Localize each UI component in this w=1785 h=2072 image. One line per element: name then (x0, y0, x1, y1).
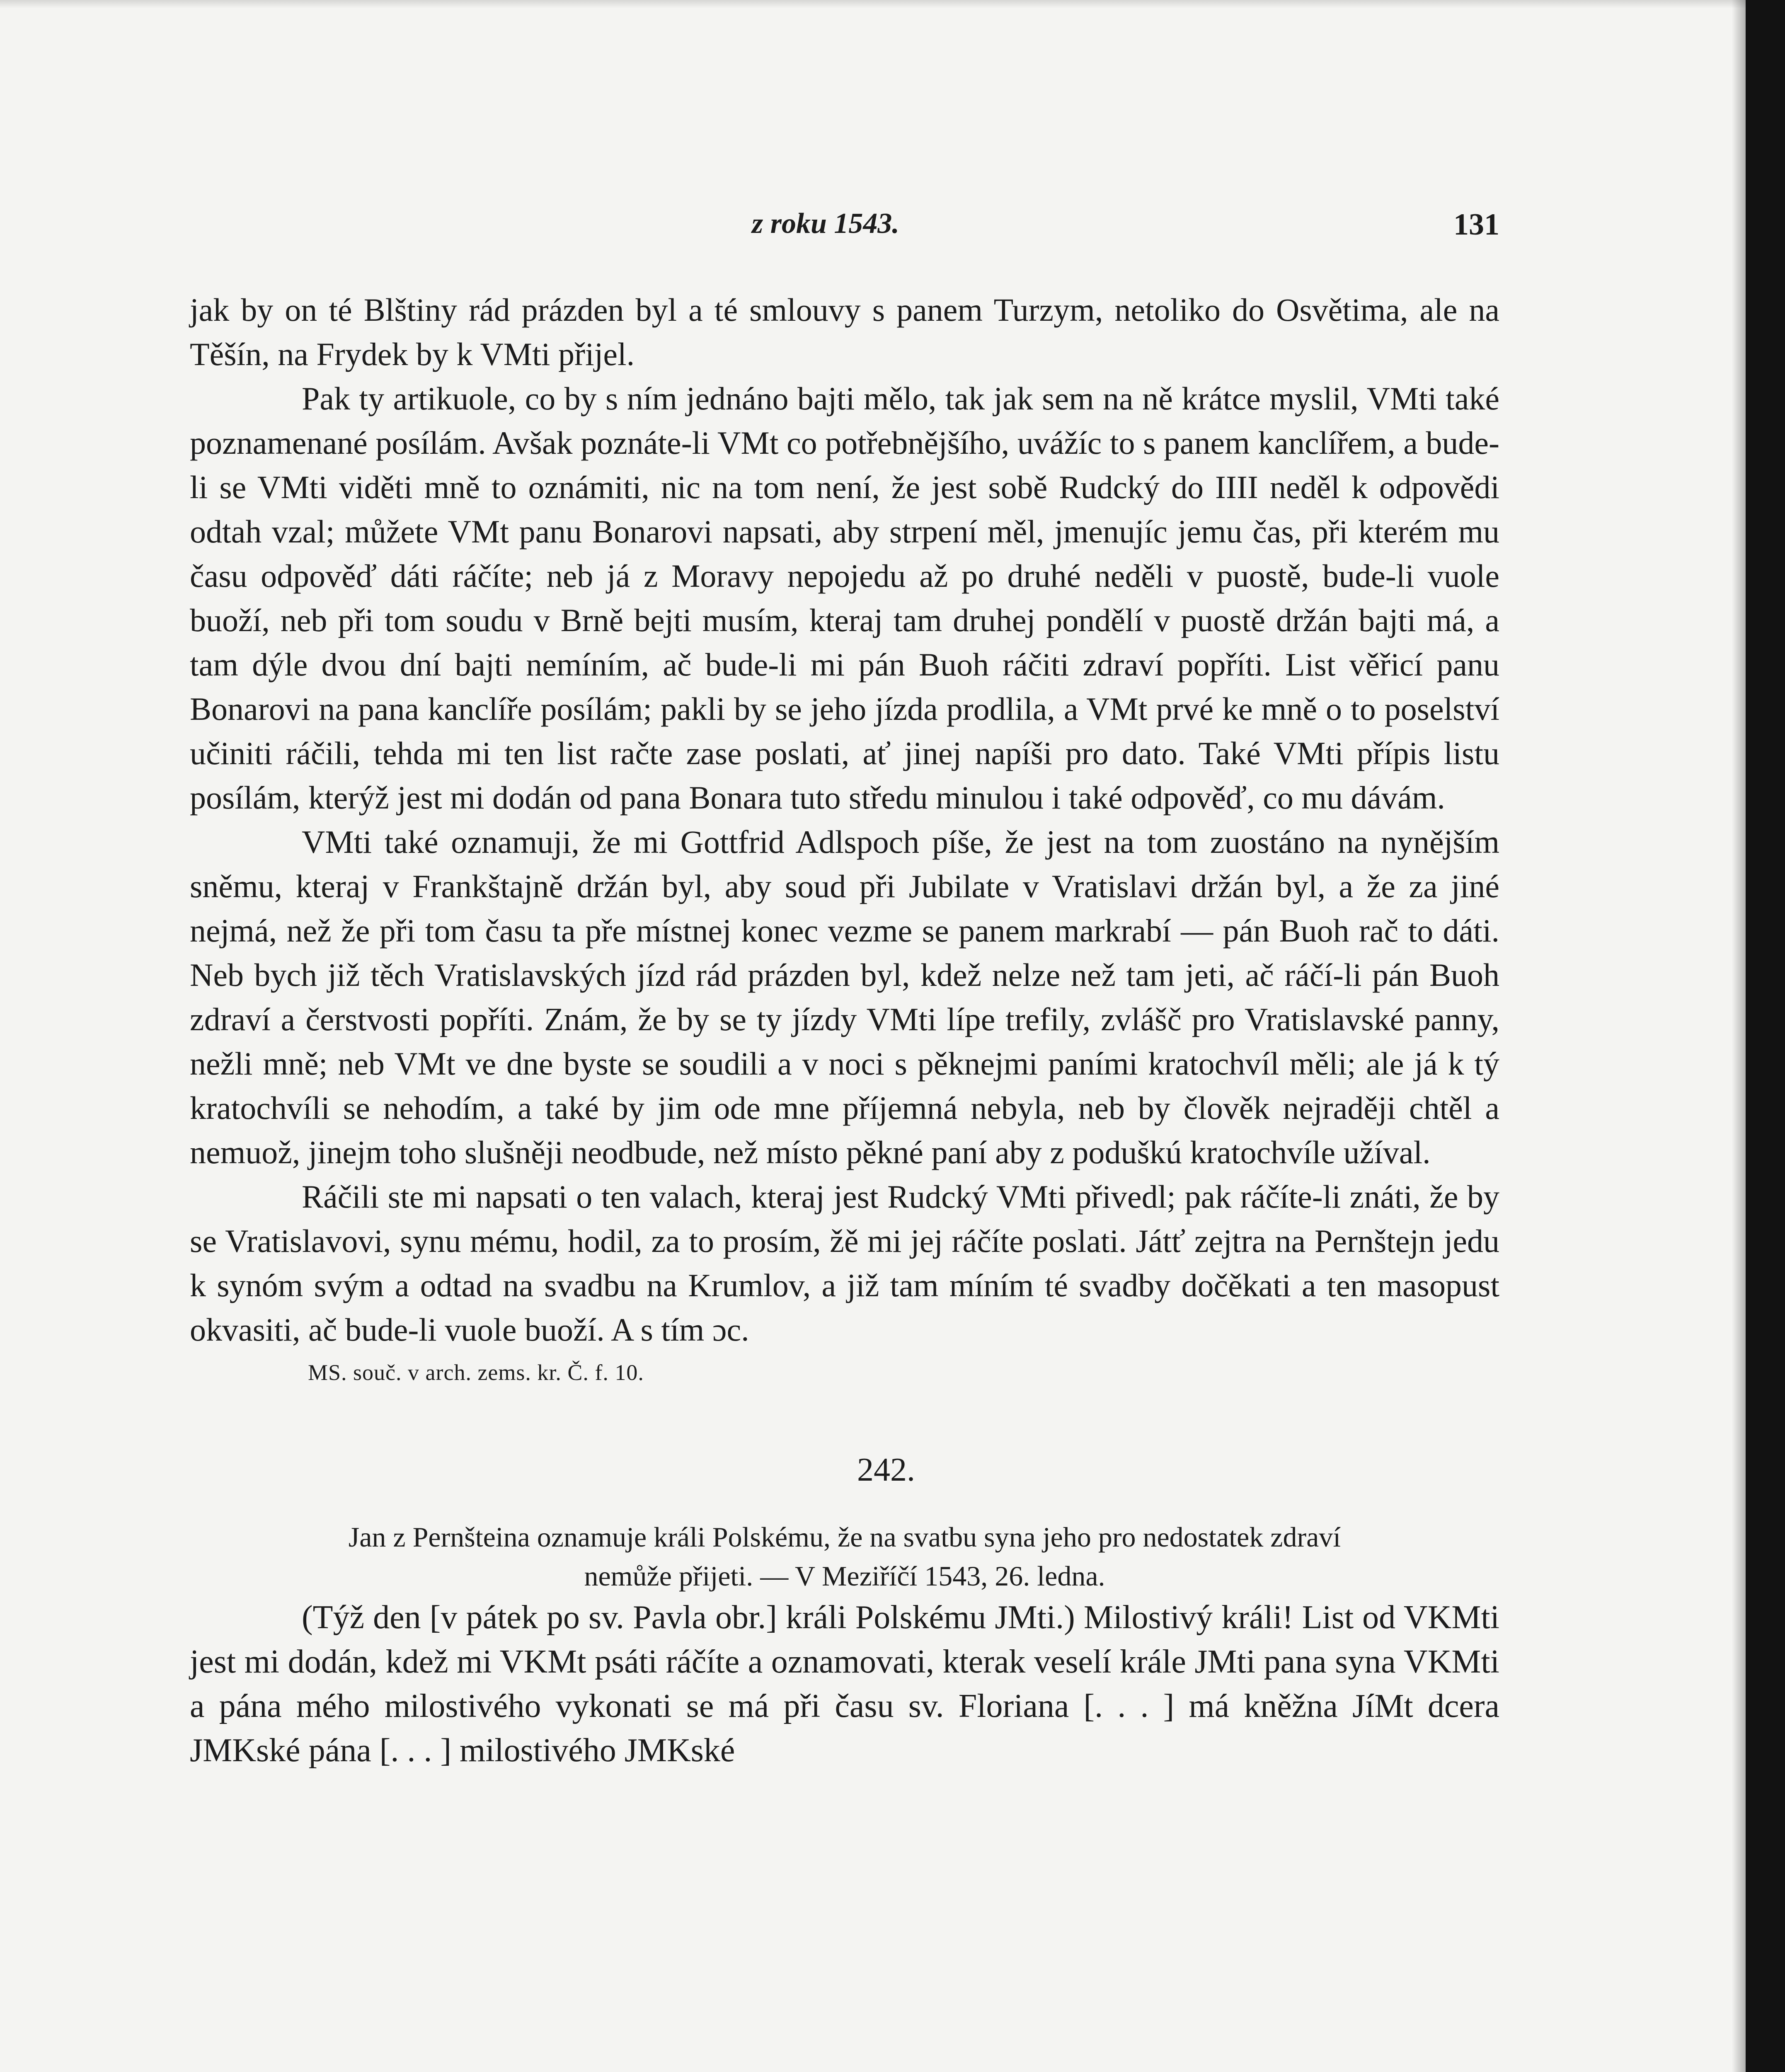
source-note: MS. souč. v arch. zems. kr. Č. f. 10. (308, 1360, 644, 1385)
book-page (190, 0, 1499, 2072)
scan-right-border (1746, 0, 1785, 2072)
document-number: 242. (857, 1452, 915, 1488)
paragraph: Ráčili ste mi napsati o ten valach, kteraj jest Rudcký VMti přivedl; pak ráčíte-li znáti, že by se Vratislavovi, synu mému, hodil, za to prosím, žě mi jej ráčíte poslati. Játť zejtra na Pernštejn jedu k synóm svým a odtad na svadbu na Krumlov, a již tam míním té svadby dočěkati a ten masopust okvasiti, ač bude-li vuole buoží. A s tím ɔc. (190, 1179, 1499, 1348)
paragraph: VMti také oznamuji, že mi Gottfrid Adlspoch píše, že jest na tom zuostáno na nynějším sněmu, kteraj v Frankštajně držán byl, aby soud při Jubilate v Vratislavi držán byl, a že za jiné nejmá, než že při tom času ta pře místnej konec vezme se panem markrabí — pán Buoh rač to dáti. Neb bych již těch Vratislavských jízd rád prázden byl, kdež nelze než tam jeti, ač ráčí-li pán Buoh zdraví a čerstvosti popříti. Znám, že by se ty jízdy VMti lípe trefily, zvlášč pro Vratislavské panny, nežli mně; neb VMt ve dne byste se soudili a v noci s pěknejmi paními kratochvíl měli; ale já k tý kratochvíli se nehodím, a také by jim ode mne příjemná nebyla, neb by člověk nejraději chtěl a nemuož, jinejm toho slušněji neodbude, než místo pěkné paní aby z poduškú kratochvíle užíval. (190, 824, 1499, 1170)
summary-line: Jan z Pernšteina oznamuje králi Polskému, že na svatbu syna jeho pro nedostatek zdraví (348, 1521, 1341, 1553)
body-text (190, 288, 1499, 1773)
paragraph: Pak ty artikuole, co by s ním jednáno bajti mělo, tak jak sem na ně krátce myslil, VMti také poznamenané posílám. Avšak poznáte-li VMt co potřebnějšího, uvážíc to s panem kanclířem, a bude-li se VMti viděti mně to oznámiti, nic na tom není, že jest sobě Rudcký do IIII neděl k odpovědi odtah vzal; můžete VMt panu Bonarovi napsati, aby strpení měl, jmenujíc jemu čas, při kterém mu času odpověď dáti ráčíte; neb já z Moravy nepojedu až po druhé neděli v puostě, bude-li vuole buoží, neb při tom soudu v Brně bejti musím, kteraj tam druhej pondělí v puostě držán bajti má, a tam dýle dvou dní bajti nemíním, ač bude-li mi pán Buoh ráčiti zdraví popříti. List věřicí panu Bonarovi na pana kanclíře posílám; pakli by se jeho jízda prodlila, a VMt prvé ke mně o to poselství učiniti ráčili, tehda mi ten list račte zase poslati, ať jinej napíši pro dato. Také VMti přípis listu posílám, kterýž jest mi dodán od pana Bonara tuto středu minulou i také odpověď, co mu dávám. (190, 380, 1499, 816)
running-head (190, 207, 1499, 253)
paragraph-continuation: jak by on té Blštiny rád prázden byl a té smlouvy s panem Turzym, netoliko do Osvětima, ale na Těšín, na Frydek by k VMti přijel. (190, 292, 1499, 372)
page-number: 131 (1453, 208, 1499, 242)
summary-line: nemůže přijeti. — V Meziříčí 1543, 26. ledna. (584, 1560, 1105, 1592)
running-title: z roku 1543. (752, 208, 899, 240)
letter-text: (Týž den [v pátek po sv. Pavla obr.] králi Polskému JMti.) Milostivý králi! List od VKMti jest mi dodán, kdež mi VKMt psáti ráčíte a oznamovati, kterak veselí krále JMti pana syna VKMti a pána mého milostivého vykonati se má při času sv. Floriana [. . . ] má kněžna JíMt dcera JMKské pána [. . . ] milostivého JMKské (190, 1599, 1499, 1769)
document-summary (190, 1518, 1499, 1595)
